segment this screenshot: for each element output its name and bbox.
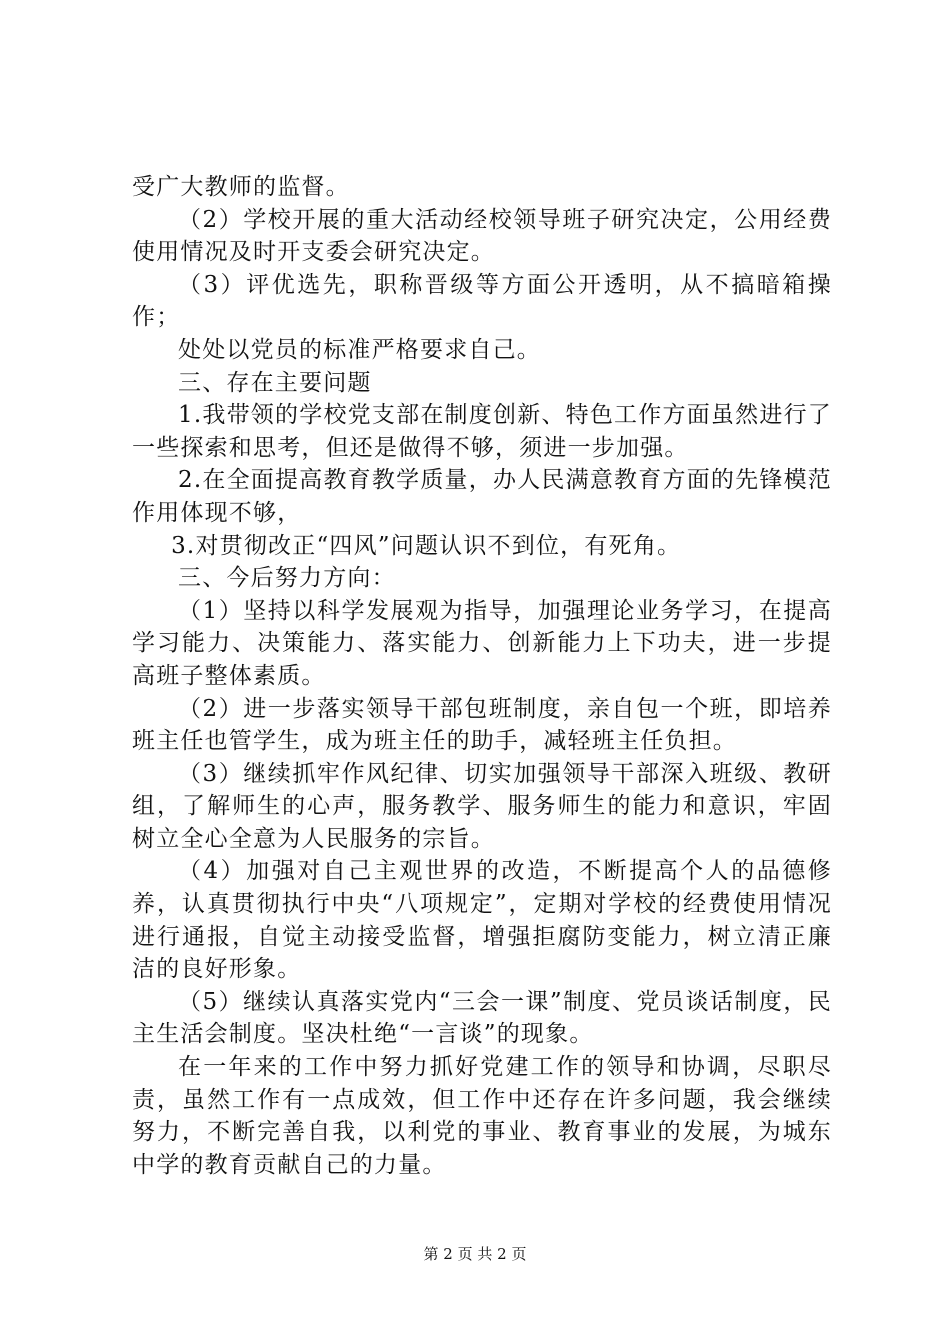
paragraph-12: （3）继续抓牢作风纪律、切实加强领导干部深入班级、教研组，了解师生的心声，服务教学、服务师生的能力和意识，牢固树立全心全意为人民服务的宗旨。 <box>132 760 832 852</box>
paragraph-10: （1）坚持以科学发展观为指导，加强理论业务学习，在提高学习能力、决策能力、落实能力、创新能力上下功夫，进一步提高班子整体素质。 <box>132 597 832 689</box>
paragraph-14: （5）继续认真落实党内“三会一课”制度、党员谈话制度，民主生活会制度。坚决杜绝“一言谈”的现象。 <box>132 988 832 1048</box>
section-heading-direction: 三、今后努力方向： <box>178 565 396 592</box>
document-body <box>132 171 832 1181</box>
paragraph-2: （2）学校开展的重大活动经校领导班子研究决定，公用经费使用情况及时开支委会研究决定。 <box>132 206 832 266</box>
paragraph-7: 2.在全面提高教育教学质量，办人民满意教育方面的先锋模范作用体现不够， <box>132 467 832 526</box>
paragraph-1: 受广大教师的监督。 <box>132 174 350 200</box>
paragraph-8: 3.对贯彻改正“四风”问题认识不到位，有死角。 <box>171 532 682 559</box>
section-heading-problems: 三、存在主要问题 <box>178 369 372 396</box>
paragraph-4: 处处以党员的标准严格要求自己。 <box>178 336 541 363</box>
paragraph-15: 在一年来的工作中努力抓好党建工作的领导和协调，尽职尽责，虽然工作有一点成效，但工作中还存在许多问题，我会继续努力，不断完善自我，以利党的事业、教育事业的发展，为城东中学的教育贡献自己的力量。 <box>132 1054 832 1178</box>
page-number-footer: 第 2 页 共 2 页 <box>423 1245 527 1263</box>
paragraph-6: 1.我带领的学校党支部在制度创新、特色工作方面虽然进行了一些探索和思考，但还是做得不够，须进一步加强。 <box>132 402 832 461</box>
paragraph-3: （3）评优选先，职称晋级等方面公开透明，从不搞暗箱操作； <box>132 271 832 331</box>
paragraph-11: （2）进一步落实领导干部包班制度，亲自包一个班，即培养班主任也管学生，成为班主任的助手，减轻班主任负担。 <box>132 695 832 755</box>
paragraph-13: （4）加强对自己主观世界的改造，不断提高个人的品德修养，认真贯彻执行中央“八项规定”，定期对学校的经费使用情况进行通报，自觉主动接受监督，增强拒腐防变能力，树立清正廉洁的良好形象。 <box>132 858 832 983</box>
